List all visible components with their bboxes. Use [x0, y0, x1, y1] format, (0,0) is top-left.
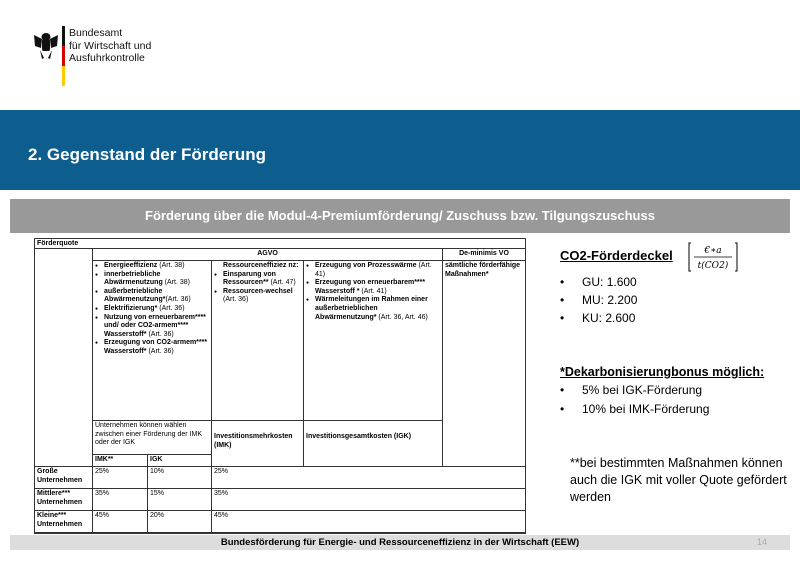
right-panel — [560, 240, 795, 530]
table-imk-header: IMK** — [93, 455, 148, 467]
quota-gu: • GU: 1.600 — [560, 275, 637, 289]
table-cell-imk: 25% — [93, 467, 148, 489]
table-col-process-heat — [304, 261, 443, 421]
table-list-item: ● Energieeffizienz (Art. 38) — [95, 262, 209, 271]
quota-value: 1.600 — [606, 275, 637, 289]
table-list-item: ● Erzeugung von erneuerbarem**** Wasserstoff * (Art. 41) — [306, 279, 440, 296]
section-banner — [10, 199, 790, 233]
table-list-item: ● Erzeugung von CO2-armem**** Wasserstoff* (Art. 36) — [95, 339, 209, 356]
table-empty-cell — [35, 249, 93, 467]
table-col-energy — [93, 261, 212, 421]
bonus-item: • 10% bei IMK-Förderung — [560, 402, 710, 416]
quota-mu: • MU: 2.200 — [560, 293, 638, 307]
quota-ku: • KU: 2.600 — [560, 311, 636, 325]
co2-unit-fraction — [688, 242, 738, 272]
quota-code: KU: — [582, 311, 603, 325]
quota-code: MU: — [582, 293, 604, 307]
header-area — [0, 0, 800, 110]
table-list-item: ● außerbetriebliche Abwärmenutzung*(Art. 36) — [95, 288, 209, 305]
table-list-item: ● Ressourcen-wechsel (Art. 36) — [214, 288, 301, 305]
table-list-item: ● Wärmeleitungen im Rahmen einer außerbetrieblichen Abwärmenutzung* (Art. 36, Art. 46) — [306, 296, 440, 322]
frac-numerator: €∗a — [704, 246, 722, 256]
table-cell-imk: 45% — [93, 511, 148, 533]
table-cell-agvo: 35% — [212, 489, 526, 511]
table-list-item: ● innerbetriebliche Abwärmenutzung (Art. 38) — [95, 271, 209, 288]
quota-value: 2.200 — [607, 293, 638, 307]
table-choice-text: Unternehmen können wählen zwischen einer Förderung der IMK oder der IGK — [93, 421, 212, 455]
table-cell-agvo: 25% — [212, 467, 526, 489]
logo-text — [69, 27, 151, 65]
bonus-title: *Dekarbonisierungbonus möglich: — [560, 365, 765, 379]
table-cell-imk: 35% — [93, 489, 148, 511]
table-cell-igk: 10% — [148, 467, 212, 489]
footer-bar — [10, 535, 790, 550]
table-invest-mehrkosten: Investitionsmehrkosten (IMK) — [212, 421, 304, 467]
frac-denominator: t(CO2) — [697, 261, 729, 271]
footnote: **bei bestimmten Maßnahmen können auch die IGK mit voller Quote gefördert werden — [570, 456, 787, 504]
table-list-item: ● Nutzung von erneuerbarem**** und/ oder CO2-armem**** Wasserstoff* (Art. 36) — [95, 314, 209, 340]
table-header-deminimis: De-minimis VO — [443, 249, 526, 261]
bafa-logo — [32, 26, 172, 88]
table-igk-header: IGK — [148, 455, 212, 467]
table-cell-igk: 15% — [148, 489, 212, 511]
bonus-item: • 5% bei IGK-Förderung — [560, 383, 703, 397]
resources-title: Ressourceneffiziez nz: — [223, 262, 299, 269]
banner-text: Förderung über die Modul-4-Premiumförderung/ Zuschuss bzw. Tilgungszuschuss — [145, 208, 655, 223]
table-invest-gesamtkosten: Investitionsgesamtkosten (IGK) — [304, 421, 443, 467]
footer-text: Bundesförderung für Energie- und Ressourceneffizienz in der Wirtschaft (EEW) — [220, 537, 580, 548]
table-cell-agvo: 45% — [212, 511, 526, 533]
table-row-label: Kleine*** Unternehmen — [35, 511, 93, 533]
table-list-item: ● Erzeugung von Prozesswärme (Art. 41) — [306, 262, 440, 279]
page-number: 14 — [757, 537, 768, 547]
slide-title: 2. Gegenstand der Förderung — [28, 145, 267, 164]
table-cell-igk: 20% — [148, 511, 212, 533]
table-list-item: ● Einsparung von Ressourcen** (Art. 47) — [214, 271, 301, 288]
quota-value: 2.600 — [605, 311, 636, 325]
logo-line: Ausfuhrkontrolle — [69, 52, 145, 64]
federal-eagle-icon — [32, 26, 66, 86]
table-col-deminimis: sämtliche förderfähige Maßnahmen* — [443, 261, 526, 467]
co2-cap-label: CO2-Förderdeckel — [560, 248, 673, 263]
table-list-item: ● Elektrifizierung* (Art. 36) — [95, 305, 209, 314]
table-header-agvo: AGVO — [93, 249, 443, 261]
quota-code: GU: — [582, 275, 604, 289]
funding-rate-table — [34, 238, 526, 534]
logo-line: Bundesamt — [69, 27, 123, 39]
table-row-label: Große Unternehmen — [35, 467, 93, 489]
table-row-label: Mittlere*** Unternehmen — [35, 489, 93, 511]
logo-line: für Wirtschaft und — [69, 39, 152, 52]
table-col-resources — [212, 261, 304, 421]
table-header-foerderquote: Förderquote — [35, 239, 526, 249]
